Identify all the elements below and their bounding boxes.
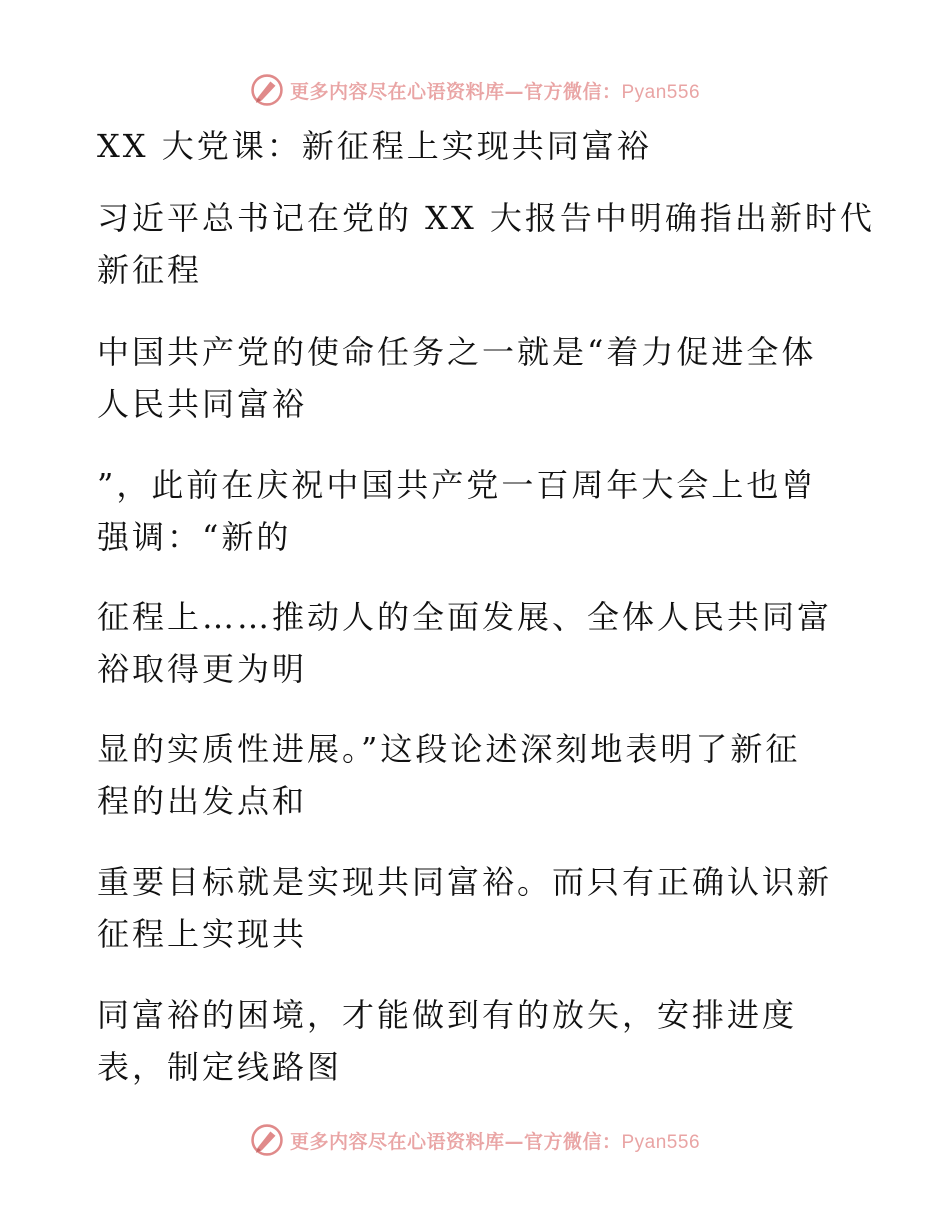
paragraph-5: 显的实质性进展。”这段论述深刻地表明了新征 程的出发点和	[97, 730, 801, 820]
pen-logo-icon	[250, 73, 284, 107]
paragraph-6: 重要目标就是实现共同富裕。而只有正确认识新 征程上实现共	[97, 863, 833, 953]
paragraph-1: 习近平总书记在党的 XX 大报告中明确指出新时代 新征程	[97, 199, 875, 289]
paragraph-4: 征程上……推动人的全面发展、全体人民共同富 裕取得更为明	[97, 598, 833, 688]
header-watermark	[0, 70, 950, 110]
footer-watermark	[0, 1120, 950, 1160]
paragraph-2: 中国共产党的使命任务之一就是“着力促进全体 人民共同富裕	[97, 333, 817, 423]
document-title: XX 大党课：新征程上实现共同富裕	[97, 127, 652, 165]
paragraph-3: ”，此前在庆祝中国共产党一百周年大会上也曾 强调：“新的	[97, 466, 817, 556]
watermark-text: 更多内容尽在心语资料库—官方微信：Pyan556	[289, 1130, 701, 1153]
pen-logo-icon	[250, 1123, 284, 1157]
paragraph-7: 同富裕的困境，才能做到有的放矢，安排进度 表，制定线路图	[97, 996, 798, 1086]
watermark-text: 更多内容尽在心语资料库—官方微信：Pyan556	[289, 80, 701, 103]
